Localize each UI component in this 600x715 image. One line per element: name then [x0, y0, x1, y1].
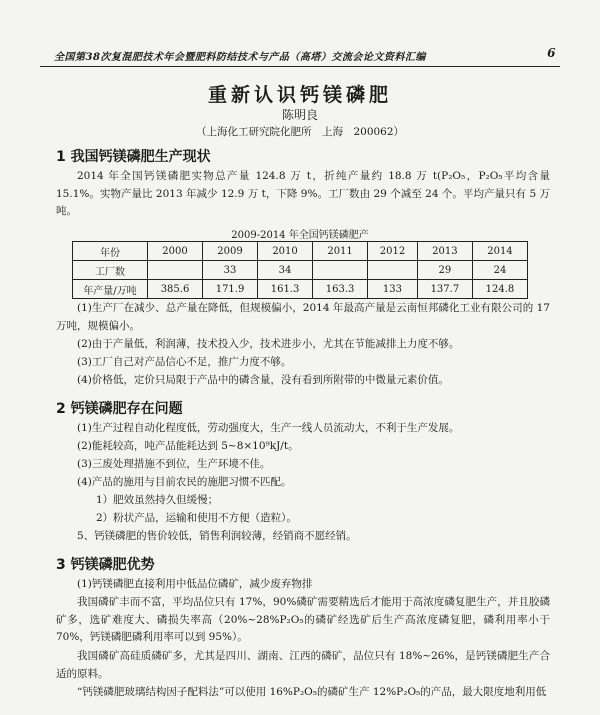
page-number: 6 — [547, 46, 556, 60]
section-3-paragraph-3: “钙镁磷肥玻璃结构因子配料法”可以使用 16%P₂O₅的磷矿生产 12%P₂O₅的产品，最大限度地利用低 — [77, 686, 547, 698]
table-cell: 124.8 — [472, 280, 527, 299]
section-3-paragraph-2: 我国磷矿高硅质磷矿多，尤其是四川、湖南、江西的磷矿，品位只有 18%~26%，是钙镁磷肥生产合适的原料。 — [56, 650, 550, 680]
section-1-paragraph: 2014 年全国钙镁磷肥实物总产量 124.8 万 t，折纯产量约 18.8 万 t(P₂O₅，P₂O₅平均含量 15.1%。实物产量比 2013 年减少 12.9 万 t，下降 9%。工厂数由 29 个减至 24 个。平均产量只有 5 万吨。 — [56, 170, 550, 217]
table-header-cell: 2011 — [313, 242, 368, 261]
table-cell — [148, 261, 203, 280]
table-cell: 年产量/万吨 — [73, 280, 148, 299]
table-cell: 33 — [203, 261, 258, 280]
table-cell: 工厂数 — [73, 261, 148, 280]
table-header-cell: 2014 — [472, 242, 527, 261]
table-header-cell: 2013 — [417, 242, 472, 261]
article-title: 重新认识钙镁磷肥 — [207, 84, 392, 106]
section-3-paragraph-1: 我国磷矿丰而不富，平均品位只有 17%，90%磷矿需要精选后才能用于高浓度磷复肥生产，并且胶磷矿多，选矿难度大、磷损失率高（20%~28%P₂O₅的磷矿经选矿后生产高浓度磷复肥，磷利用率小于 70%，钙镁磷肥磷利用率可以到 95%）。 — [56, 596, 550, 643]
article-author: 陈明良 — [281, 108, 318, 122]
table-cell: 24 — [472, 261, 527, 280]
section-2-subitem-1: 1）肥效虽然持久但缓慢； — [96, 494, 219, 506]
table-header-cell: 年份 — [73, 242, 148, 261]
table-row — [73, 280, 528, 299]
section-1-item-1: (1)生产厂在减少、总产量在降低，但规模偏小，2014 年最高产量是云南恒邦磷化工业有限公司的 17 万吨，规模偏小。 — [56, 302, 550, 332]
running-title: 全国第38次复混肥技术年会暨肥料防结技术与产品（高塔）交流会论文资料汇编 — [54, 52, 426, 63]
table-cell: 29 — [417, 261, 472, 280]
table-cell: 137.7 — [417, 280, 472, 299]
section-2-item-5: 5、钙镁磷肥的售价较低，销售利润较薄，经销商不愿经销。 — [77, 530, 357, 542]
section-2-item-2: (2)能耗较高，吨产品能耗达到 5~8×10⁹kJ/t。 — [77, 440, 299, 452]
section-2-item-4: (4)产品的施用与目前农民的施肥习惯不匹配。 — [77, 476, 292, 488]
table-header-cell: 2000 — [148, 242, 203, 261]
running-header — [40, 44, 560, 67]
table-cell: 171.9 — [203, 280, 258, 299]
section-1-heading: 1 我国钙镁磷肥生产现状 — [56, 149, 211, 165]
table-cell — [368, 261, 418, 280]
section-1-item-2: (2)由于产量低，利润薄，技术投入少，技术进步小，尤其在节能减排上力度不够。 — [77, 338, 460, 350]
section-3-item-1: (1)钙镁磷肥直接利用中低品位磷矿，减少废弃物排 — [77, 578, 313, 590]
section-2-item-3: (3)三废处理措施不到位，生产环境不佳。 — [77, 458, 271, 470]
table-cell: 163.3 — [313, 280, 368, 299]
table-caption: 2009-2014 年全国钙镁磷肥产 — [231, 230, 369, 241]
section-2-subitem-2: 2）粉状产品，运输和使用不方便（造粒）。 — [96, 512, 297, 524]
section-1-item-3: (3)工厂自己对产品信心不足，推广力度不够。 — [77, 356, 292, 368]
table-row — [73, 261, 528, 280]
article-affiliation: （上海化工研究院化肥所 上海 200062） — [195, 126, 405, 138]
table-cell: 385.6 — [148, 280, 203, 299]
table-header-cell: 2010 — [258, 242, 313, 261]
section-2-item-1: (1)生产过程自动化程度低，劳动强度大，生产一线人员流动大，不利于生产发展。 — [77, 422, 460, 434]
table-header-row — [73, 242, 528, 261]
section-1-item-4: (4)价格低，定价只局限于产品中的磷含量，没有看到所附带的中微量元素价值。 — [77, 374, 449, 386]
table-cell: 161.3 — [258, 280, 313, 299]
table-cell: 34 — [258, 261, 313, 280]
table-cell: 133 — [368, 280, 418, 299]
section-2-heading: 2 钙镁磷肥存在问题 — [56, 401, 183, 417]
production-table — [72, 241, 528, 299]
table-header-cell: 2012 — [368, 242, 418, 261]
table-header-cell: 2009 — [203, 242, 258, 261]
table-cell — [313, 261, 368, 280]
section-3-heading: 3 钙镁磷肥优势 — [56, 557, 155, 573]
